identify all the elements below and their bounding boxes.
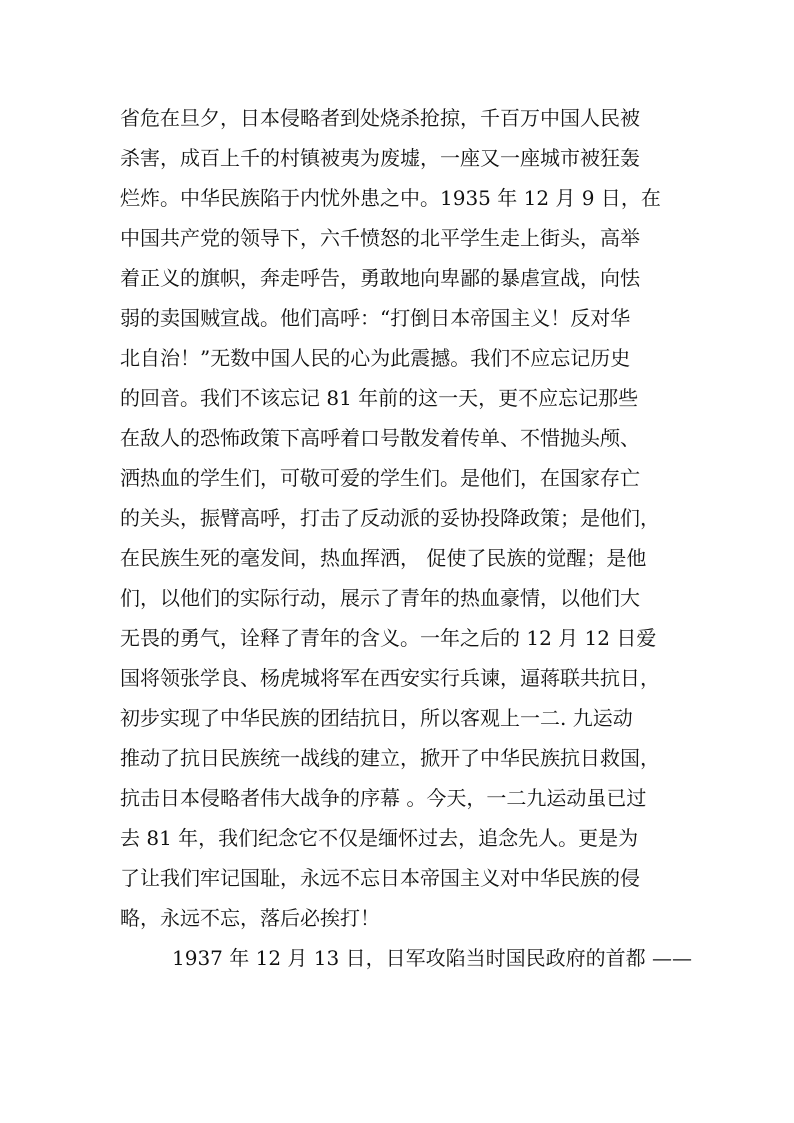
document-page bbox=[120, 98, 692, 978]
paragraph-2 bbox=[120, 938, 692, 978]
text-line: 1937 年 12 月 13 日，日军攻陷当时国民政府的首都 —— bbox=[172, 946, 692, 970]
text-line: 推动了抗日民族统一战线的建立，掀开了中华民族抗日救国， bbox=[120, 746, 660, 770]
text-line: 了让我们牢记国耻，永远不忘日本帝国主义对中华民族的侵 bbox=[120, 866, 640, 890]
text-line: 无畏的勇气，诠释了青年的含义。一年之后的 12 月 12 日爱 bbox=[120, 626, 657, 650]
text-line: 在敌人的恐怖政策下高呼着口号散发着传单、不惜抛头颅、 bbox=[120, 426, 640, 450]
text-line: 着正义的旗帜，奔走呼告，勇敢地向卑鄙的暴虐宣战，向怯 bbox=[120, 266, 640, 290]
text-line: 抗击日本侵略者伟大战争的序幕 。今天，一二九运动虽已过 bbox=[120, 786, 647, 810]
text-line: 的关头，振臂高呼，打击了反动派的妥协投降政策；是他们， bbox=[120, 506, 660, 530]
text-line: 省危在旦夕，日本侵略者到处烧杀抢掠，千百万中国人民被 bbox=[120, 106, 640, 130]
text-line: 杀害，成百上千的村镇被夷为废墟，一座又一座城市被狂轰 bbox=[120, 146, 640, 170]
text-line: 洒热血的学生们，可敬可爱的学生们。是他们，在国家存亡 bbox=[120, 466, 640, 490]
text-line: 略，永远不忘，落后必挨打！ bbox=[120, 906, 380, 930]
text-line: 北自治！”无数中国人民的心为此震撼。我们不应忘记历史 bbox=[120, 346, 631, 370]
text-line: 中国共产党的领导下，六千愤怒的北平学生走上街头，高举 bbox=[120, 226, 640, 250]
text-line: 烂炸。中华民族陷于内忧外患之中。1935 年 12 月 9 日，在 bbox=[120, 186, 661, 210]
paragraph-1 bbox=[120, 98, 680, 938]
text-line: 去 81 年，我们纪念它不仅是缅怀过去，追念先人。更是为 bbox=[120, 826, 639, 850]
text-line: 初步实现了中华民族的团结抗日，所以客观上一二. 九运动 bbox=[120, 706, 633, 730]
text-line: 弱的卖国贼宣战。他们高呼：“打倒日本帝国主义！反对华 bbox=[120, 306, 631, 330]
text-line: 的回音。我们不该忘记 81 年前的这一天，更不应忘记那些 bbox=[120, 386, 639, 410]
text-line: 在民族生死的毫发间，热血挥洒， 促使了民族的觉醒；是他 bbox=[120, 546, 647, 570]
text-line: 们，以他们的实际行动，展示了青年的热血豪情，以他们大 bbox=[120, 586, 640, 610]
text-line: 国将领张学良、杨虎城将军在西安实行兵谏，逼蒋联共抗日， bbox=[120, 666, 660, 690]
